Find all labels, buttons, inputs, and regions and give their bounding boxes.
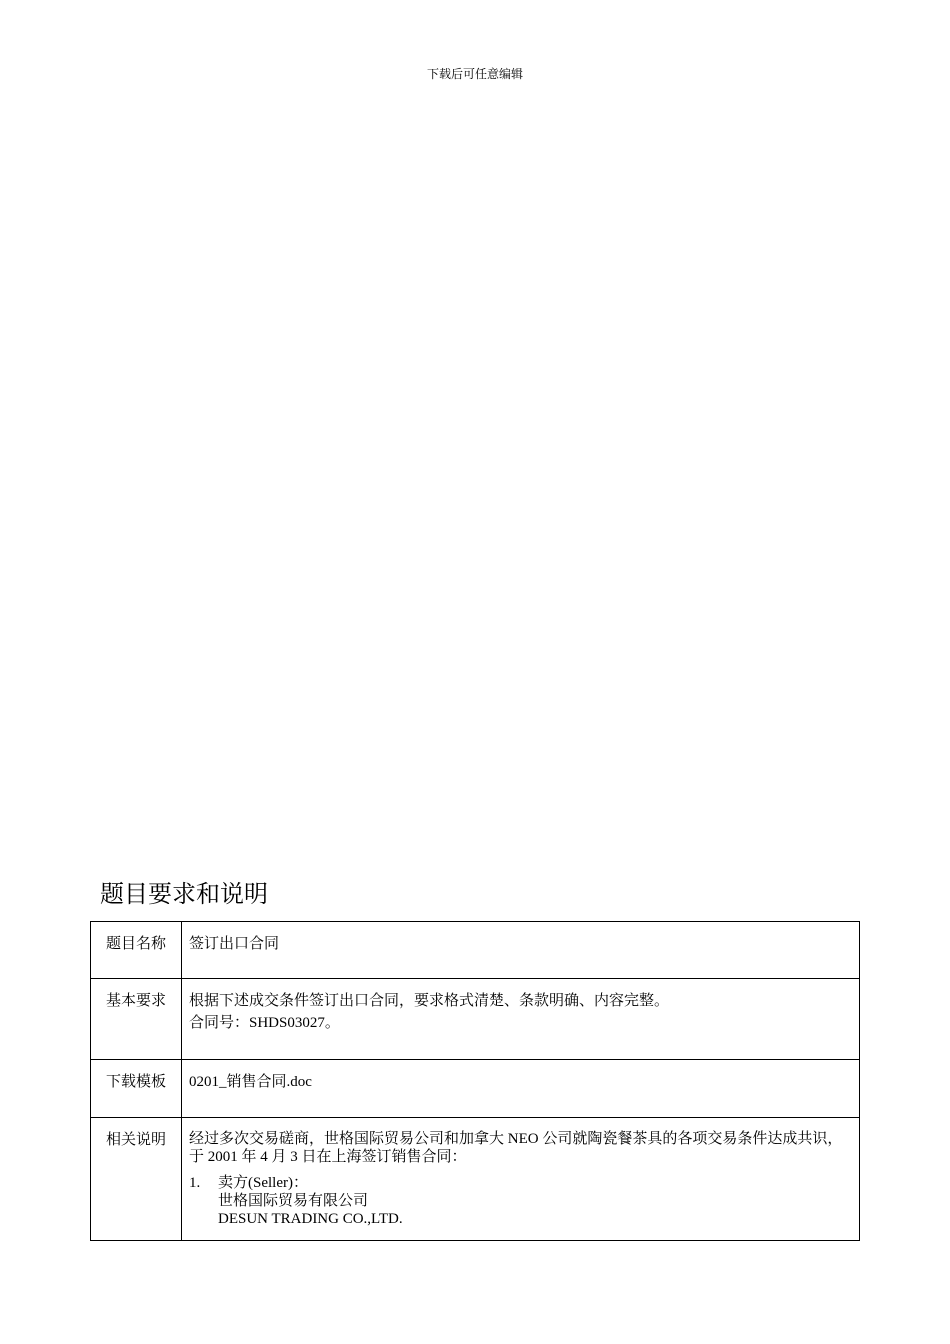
row-content-notes [182,1118,860,1241]
list-item-text: 卖方(Seller)： [218,1175,308,1191]
list-item [189,1174,853,1192]
row-content-requirements [182,979,860,1060]
row-label-template: 下载模板 [91,1060,182,1118]
content-line: 签订出口合同 [189,936,280,952]
row-label-title: 题目名称 [91,922,182,979]
row-content-title [182,922,860,979]
requirements-table [90,921,860,1241]
contract-number-line: 合同号：SHDS03027。 [189,1015,340,1031]
row-content-template [182,1060,860,1118]
table-row [91,922,860,979]
content-line: 根据下述成交条件签订出口合同，要求格式清楚、条款明确、内容完整。 [189,993,670,1009]
list-item-number: 1. [189,1175,201,1191]
table-row [91,1060,860,1118]
notes-intro-paragraph: 经过多次交易磋商，世格国际贸易公司和加拿大 NEO 公司就陶瓷餐茶具的各项交易条件达成共识，于 2001 年 4 月 3 日在上海签订销售合同： [189,1131,843,1165]
seller-name-en: DESUN TRADING CO.,LTD. [218,1211,403,1227]
notes-list [189,1174,853,1228]
row-label-requirements: 基本要求 [91,979,182,1060]
table-row [91,979,860,1060]
table-row [91,1118,860,1241]
row-label-notes: 相关说明 [91,1118,182,1241]
template-file-link[interactable]: 0201_销售合同.doc [189,1074,312,1090]
seller-name-cn: 世格国际贸易有限公司 [218,1193,369,1209]
section-title: 题目要求和说明 [100,880,268,908]
page-header: 下载后可任意编辑 [426,67,523,81]
